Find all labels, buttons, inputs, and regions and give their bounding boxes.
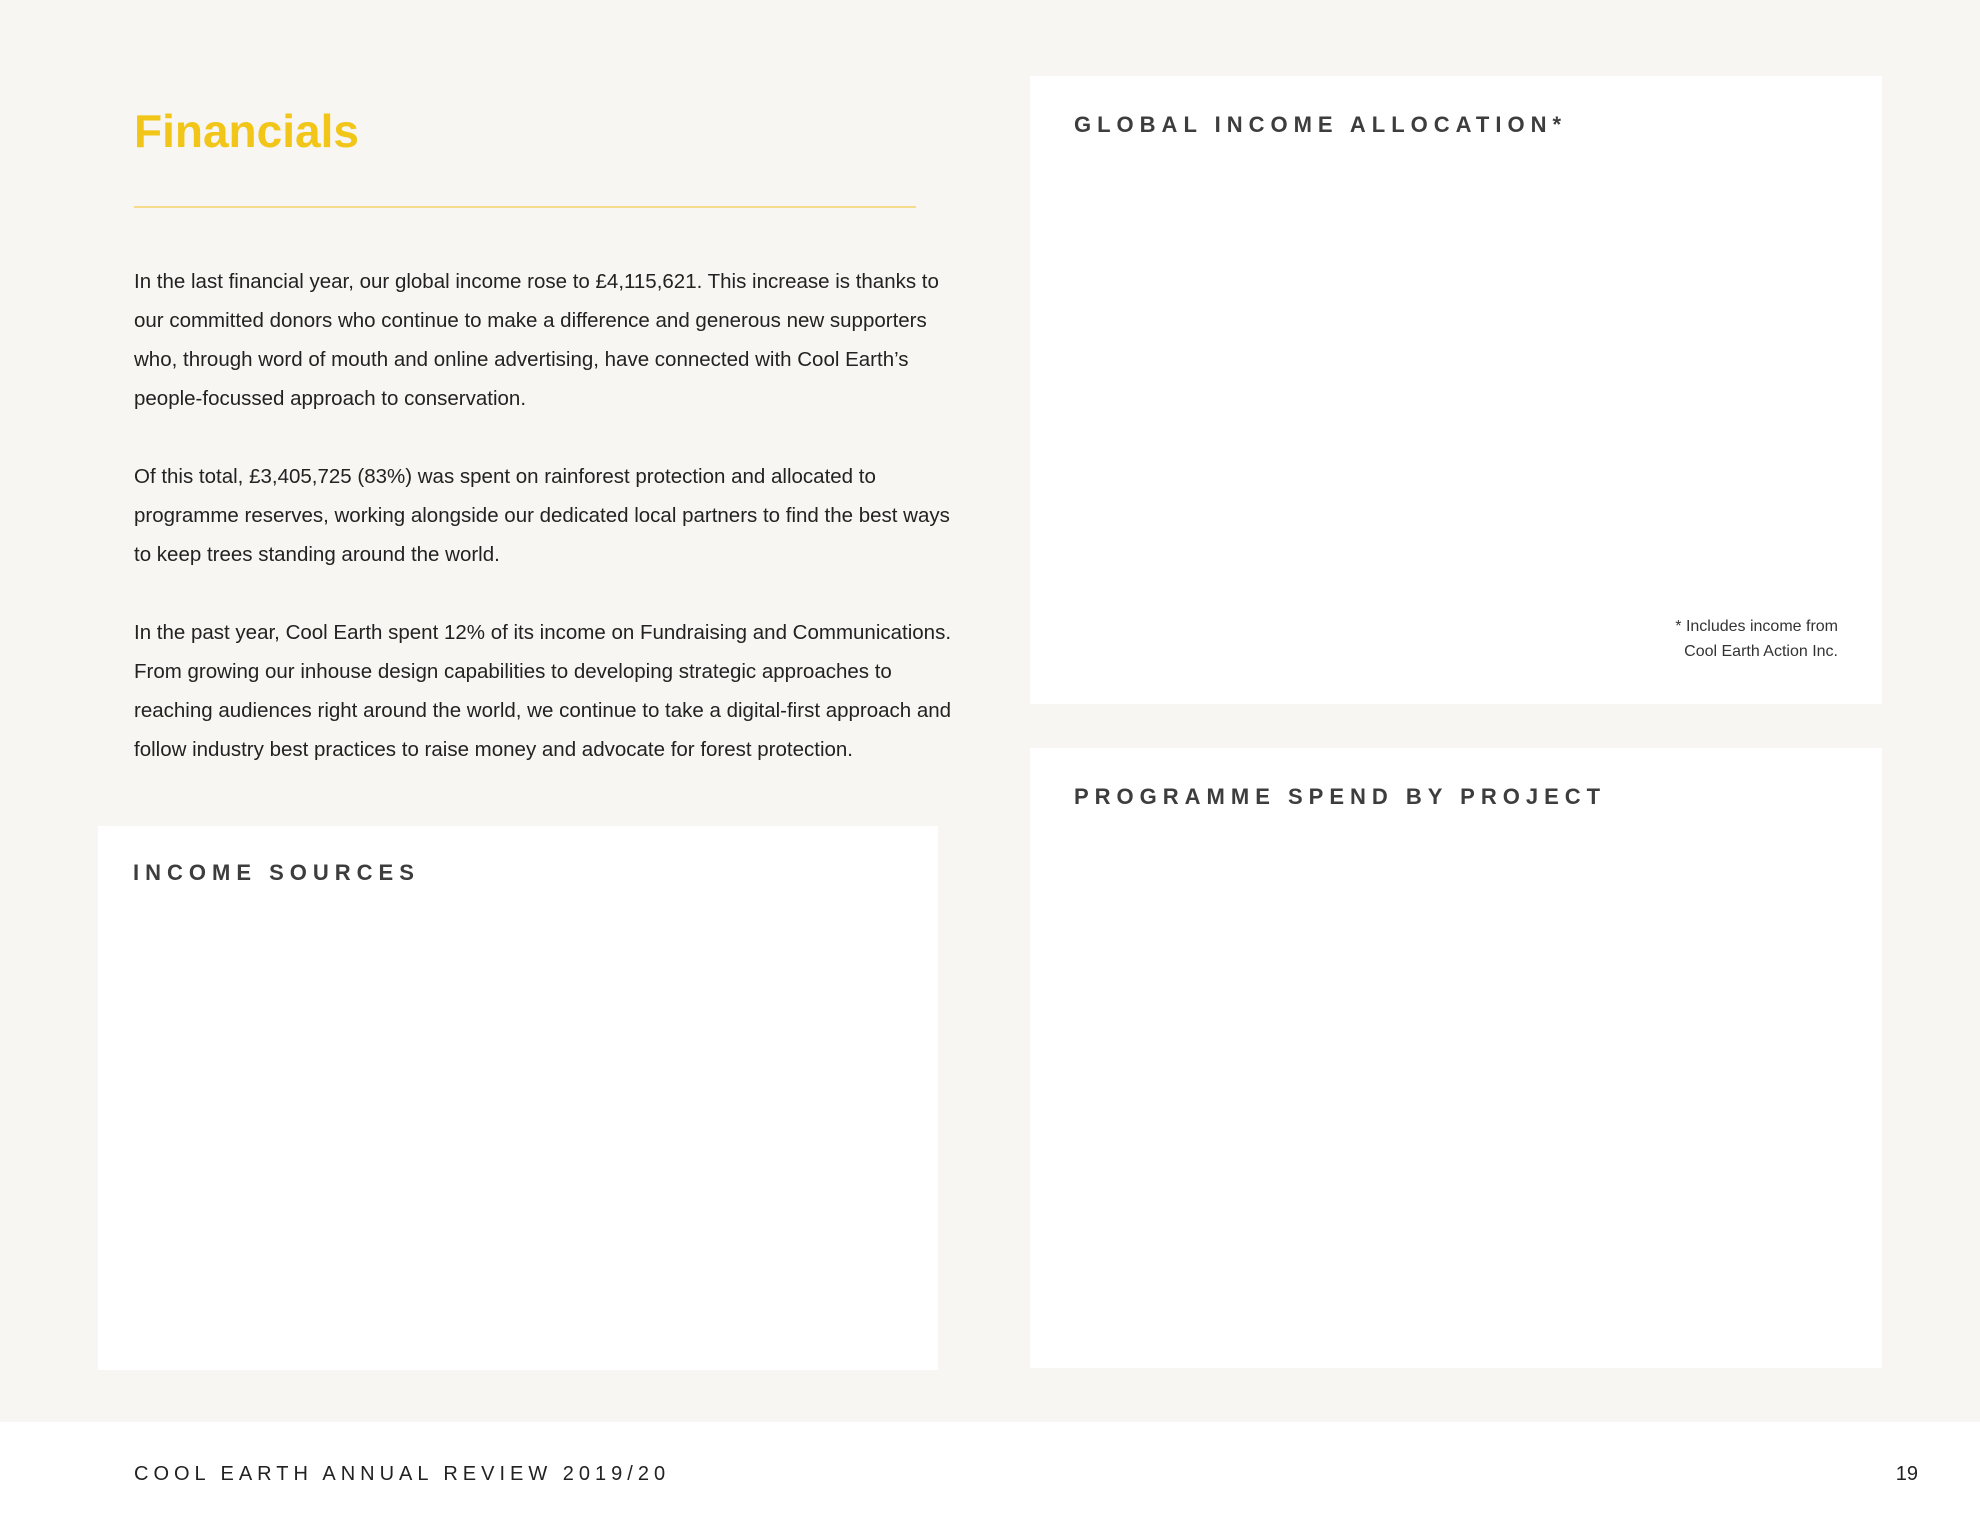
programme-spend-title: PROGRAMME SPEND BY PROJECT [1074, 784, 1607, 809]
income-sources-card [98, 826, 938, 1370]
global-income-title: GLOBAL INCOME ALLOCATION* [1074, 112, 1568, 137]
footnote-line: * Includes income from [1675, 618, 1838, 635]
intro-paragraph: In the last financial year, our global income rose to £4,115,621. This increase is thanks to our committed donors who continue to make a difference and generous new supporters who, through word of mouth and online advertising, have connected with Cool Earth’s people-focussed approach to conservation. [134, 270, 939, 410]
intro-text [134, 262, 954, 808]
income-footnote [1675, 614, 1838, 664]
intro-paragraph: In the past year, Cool Earth spent 12% of its income on Fundraising and Communications. From growing our inhouse design capabilities to developing strategic approaches to reaching audiences right around the world, we continue to take a digital-first approach and follow industry best practices to raise money and advocate for forest protection. [134, 621, 952, 761]
footnote-line: Cool Earth Action Inc. [1684, 643, 1838, 660]
global-income-chart [1030, 76, 1882, 704]
programme-spend-card [1030, 748, 1882, 1368]
income-sources-title: INCOME SOURCES [133, 860, 420, 885]
intro-paragraph: Of this total, £3,405,725 (83%) was spent on rainforest protection and allocated to programme reserves, working alongside our dedicated local partners to find the best ways to keep trees standing around the world. [134, 465, 950, 566]
footer-title: COOL EARTH ANNUAL REVIEW 2019/20 [134, 1463, 671, 1485]
page-number: 19 [1895, 1463, 1918, 1485]
income-sources-chart [98, 826, 938, 1370]
programme-spend-chart [1030, 748, 1882, 1368]
title-divider [134, 206, 916, 208]
global-income-card [1030, 76, 1882, 704]
page-title: Financials [134, 105, 359, 157]
